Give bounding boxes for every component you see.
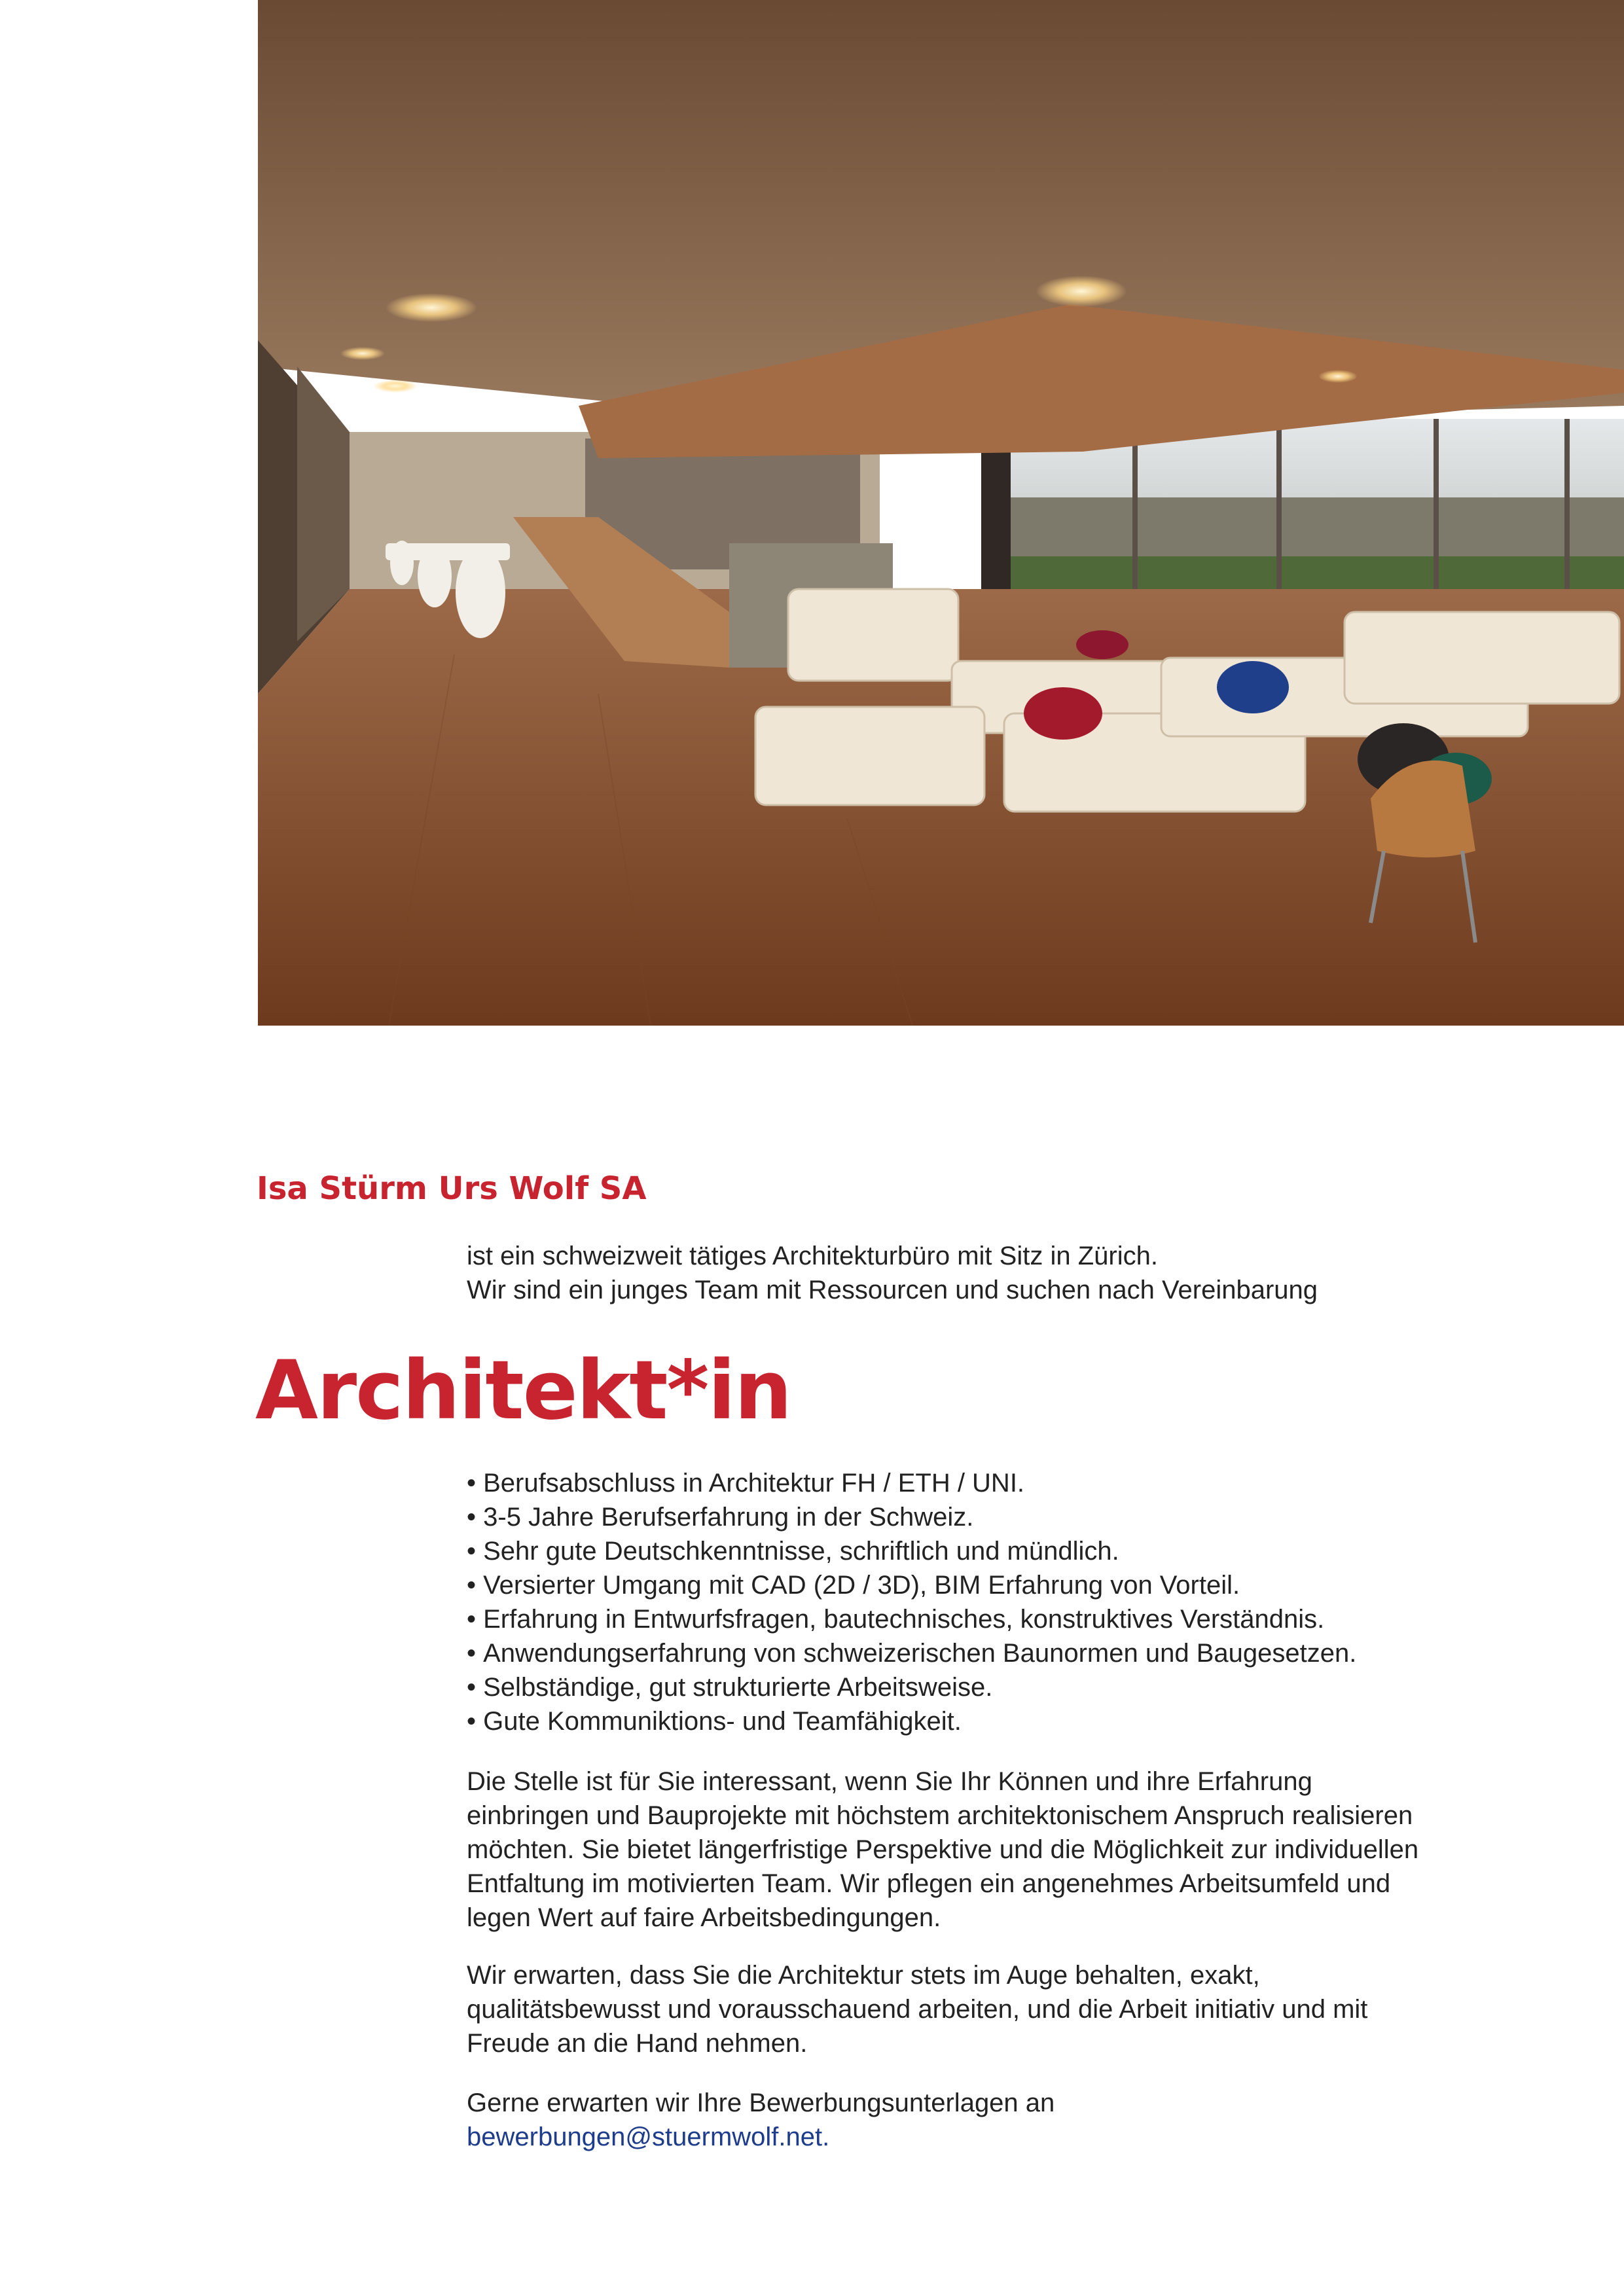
intro-line: ist ein schweizweit tätiges Architekturbüro mit Sitz in Zürich.: [467, 1242, 1158, 1270]
requirement-item: • Selbständige, gut strukturierte Arbeitsweise.: [467, 1670, 1422, 1704]
requirement-item: • Anwendungserfahrung von schweizerischen Baunormen und Baugesetzen.: [467, 1636, 1422, 1670]
requirement-item: • Sehr gute Deutschkenntnisse, schriftlich und mündlich.: [467, 1534, 1422, 1568]
requirement-item: • 3-5 Jahre Berufserfahrung in der Schweiz.: [467, 1500, 1422, 1534]
position-description: Die Stelle ist für Sie interessant, wenn Sie Ihr Können und ihre Erfahrung einbringen und Bauprojekte mit höchstem architektonischem Anspruch realisieren möchten. Sie bietet längerfristige Perspektive und die Möglichkeit zur individuellen Entfaltung im motivierten Team. Wir pflegen ein angenehmes Arbeitsumfeld und legen Wert auf faire Arbeitsbedingungen.: [467, 1767, 1419, 1932]
intro-text: [467, 1239, 1422, 1307]
contact-text: Gerne erwarten wir Ihre Bewerbungsunterlagen an: [467, 2089, 1055, 2117]
company-name: Isa Stürm Urs Wolf SA: [257, 1170, 647, 1207]
requirements-list: [467, 1466, 1422, 1738]
requirement-item: • Versierter Umgang mit CAD (2D / 3D), BIM Erfahrung von Vorteil.: [467, 1568, 1422, 1602]
intro-line: Wir sind ein junges Team mit Ressourcen und suchen nach Vereinbarung: [467, 1276, 1318, 1304]
interior-photo: [258, 0, 1624, 1026]
requirement-item: • Gute Kommuniktions- und Teamfähigkeit.: [467, 1704, 1422, 1738]
expectations-paragraph: Wir erwarten, dass Sie die Architektur stets im Auge behalten, exakt, qualitätsbewusst und vorausschauend arbeiten, und die Arbeit initiativ und mit Freude an die Hand nehmen.: [467, 1961, 1368, 2058]
requirement-item: • Erfahrung in Entwurfsfragen, bautechnisches, konstruktives Verständnis.: [467, 1602, 1422, 1636]
email-link[interactable]: bewerbungen@stuermwolf.net.: [467, 2123, 830, 2151]
contact-block: [467, 2086, 1422, 2154]
requirement-item: • Berufsabschluss in Architektur FH / ETH / UNI.: [467, 1466, 1422, 1500]
job-title: Architekt*in: [255, 1344, 791, 1438]
